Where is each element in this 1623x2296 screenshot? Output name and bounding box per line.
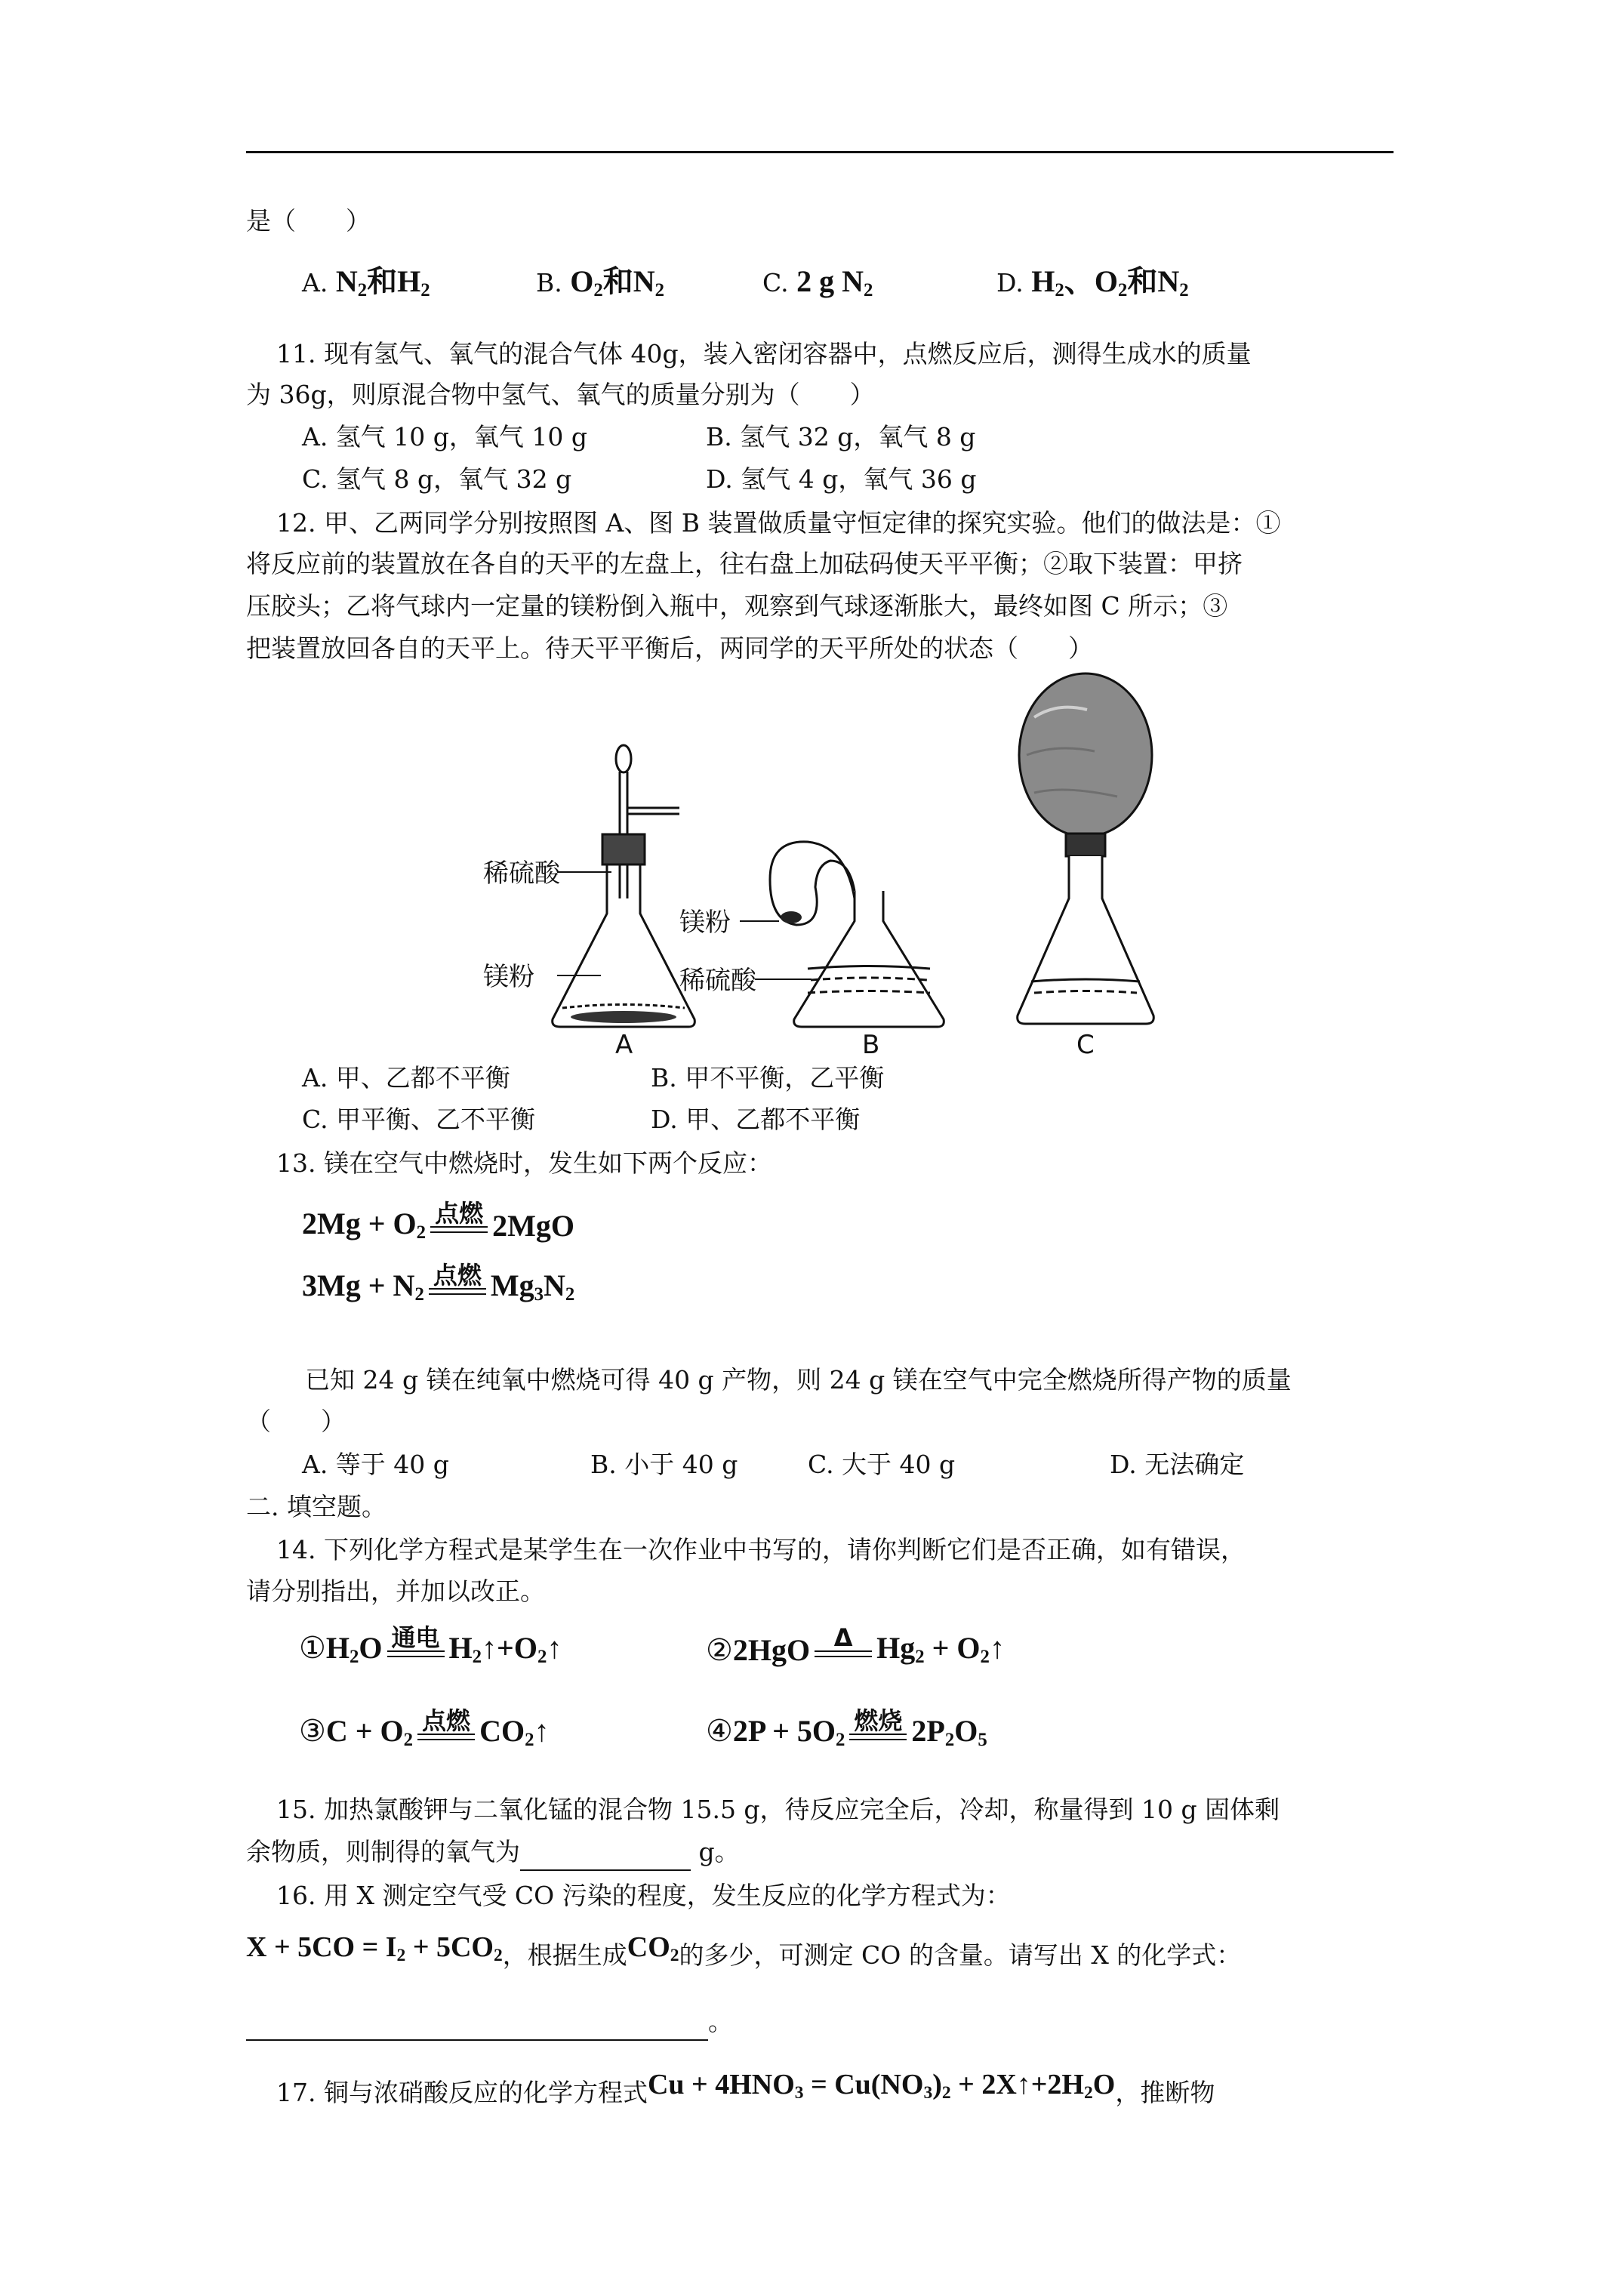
q12-line1: 12. 甲、乙两同学分别按照图 A、图 B 装置做质量守恒定律的探究实验。他们的做法是：① [276, 508, 1281, 538]
q11-option-c: C. 氢气 8 g，氧气 32 g [302, 464, 572, 494]
q15-line1: 15. 加热氯酸钾与二氧化锰的混合物 15.5 g，待反应完全后，冷却，称量得到 10 g 固体剩 [276, 1795, 1280, 1824]
q13-option-b: B. 小于 40 g [590, 1450, 738, 1479]
q12-line3: 压胶头；乙将气球内一定量的镁粉倒入瓶中，观察到气球逐渐胀大，最终如图 C 所示；③ [246, 591, 1228, 621]
flask-b-drawing [770, 842, 944, 1027]
q11-line1: 11. 现有氢气、氧气的混合气体 40g，装入密闭容器中，点燃反应后，测得生成水的质量 [276, 339, 1252, 368]
q15-answer-blank[interactable] [520, 1835, 691, 1871]
q12-line2: 将反应前的装置放在各自的天平的左盘上，往右盘上加砝码使天平平衡；②取下装置：甲挤 [246, 549, 1243, 578]
q11-option-d: D. 氢气 4 g，氧气 36 g [706, 464, 977, 494]
q13-option-a: A. 等于 40 g [302, 1450, 449, 1479]
q13-option-d: D. 无法确定 [1110, 1450, 1245, 1479]
section-2-heading: 二. 填空题。 [246, 1492, 387, 1521]
q12-option-b: B. 甲不平衡，乙平衡 [651, 1063, 885, 1093]
q10-option-c: C. 2 g $N_2$ [762, 264, 873, 301]
q14-equation-1: $①H_2O$ 通电 $H_2↑+O_2↑$ [299, 1623, 562, 1667]
q16-line1: 16. 用 X 测定空气受 CO 污染的程度，发生反应的化学方程式为： [276, 1881, 1011, 1910]
q13-equation-1: $2Mg + O_2$ 点燃 2MgO [302, 1199, 574, 1243]
q14-equation-2: ②2HgO Δ $Hg_2$ + $O_2↑$ [706, 1623, 1005, 1667]
q12-option-d: D. 甲、乙都不平衡 [651, 1105, 861, 1134]
q13-equation-2: $3Mg + N_2$ 点燃 $Mg_3N_2$ [302, 1261, 575, 1305]
q11-option-a: A. 氢气 10 g，氧气 10 g [302, 422, 588, 451]
flask-b-caption: B [862, 1030, 880, 1057]
flask-c-caption: C [1076, 1030, 1095, 1057]
q10-option-b: B. $O_2$和$N_2$ [536, 264, 665, 301]
q12-apparatus-figure [453, 672, 1208, 1057]
q13-line3: （ ） [246, 1407, 346, 1436]
flask-a-acid-label: 稀硫酸 [483, 858, 560, 889]
q10-option-a: A. $N_2$和$H_2$ [302, 264, 430, 301]
q16-answer-line: 。 [246, 2005, 733, 2041]
q10-option-d: D. $H_2$、$O_2$和$N_2$ [996, 264, 1189, 301]
q13-line2: 已知 24 g 镁在纯氧中燃烧可得 40 g 产物，则 24 g 镁在空气中完全燃烧所得产物的质量 [305, 1365, 1292, 1395]
q12-option-c: C. 甲平衡、乙不平衡 [302, 1105, 536, 1134]
flask-b-magnesium-powder [781, 911, 802, 923]
q16-answer-blank[interactable] [246, 2005, 708, 2041]
flask-c-drawing [1018, 673, 1154, 1024]
flask-a-caption: A [615, 1030, 633, 1057]
q14-equation-4: ④2P + $5O_2$ 燃烧 $2P_2O_5$ [706, 1706, 987, 1750]
q11-option-b: B. 氢气 32 g，氧气 8 g [706, 422, 976, 451]
q14-line2: 请分别指出，并加以改正。 [246, 1576, 545, 1606]
flask-a-drawing [553, 745, 695, 1027]
flask-a-magnesium-powder [571, 1011, 676, 1023]
q12-line4: 把装置放回各自的天平上。待天平平衡后，两同学的天平所处的状态（ ） [246, 633, 1093, 663]
q17-line1: 17. 铜与浓硝酸反应的化学方程式 $Cu + 4HNO_3 = Cu(NO_3)_2$ + $2X↑+2H_2O$ ，推断物 [276, 2069, 1215, 2107]
q14-equation-3: ③C + $O_2$ 点燃 $CO_2↑$ [299, 1706, 550, 1750]
q14-line1: 14. 下列化学方程式是某学生在一次作业中书写的，请你判断它们是否正确，如有错误， [276, 1535, 1246, 1564]
flask-b-acid-label: 稀硫酸 [679, 966, 756, 996]
header-rule [246, 151, 1394, 153]
q10-stem-tail: 是（ ） [246, 206, 371, 236]
q12-option-a: A. 甲、乙都不平衡 [302, 1063, 510, 1093]
flask-b-mg-label: 镁粉 [679, 908, 731, 938]
flask-a-mg-label: 镁粉 [483, 962, 534, 992]
q11-line2: 为 36g，则原混合物中氢气、氧气的质量分别为（ ） [246, 380, 875, 409]
q13-line1: 13. 镁在空气中燃烧时，发生如下两个反应： [276, 1148, 772, 1178]
q16-line2: $X + 5CO = I_2 + 5CO_2$ ，根据生成 $CO_2$ 的多少，可测定 CO 的含量。请写出 X 的化学式： [246, 1931, 1242, 1970]
q13-option-c: C. 大于 40 g [808, 1450, 956, 1479]
q15-line2: 余物质，则制得的氧气为 g。 [246, 1835, 740, 1871]
